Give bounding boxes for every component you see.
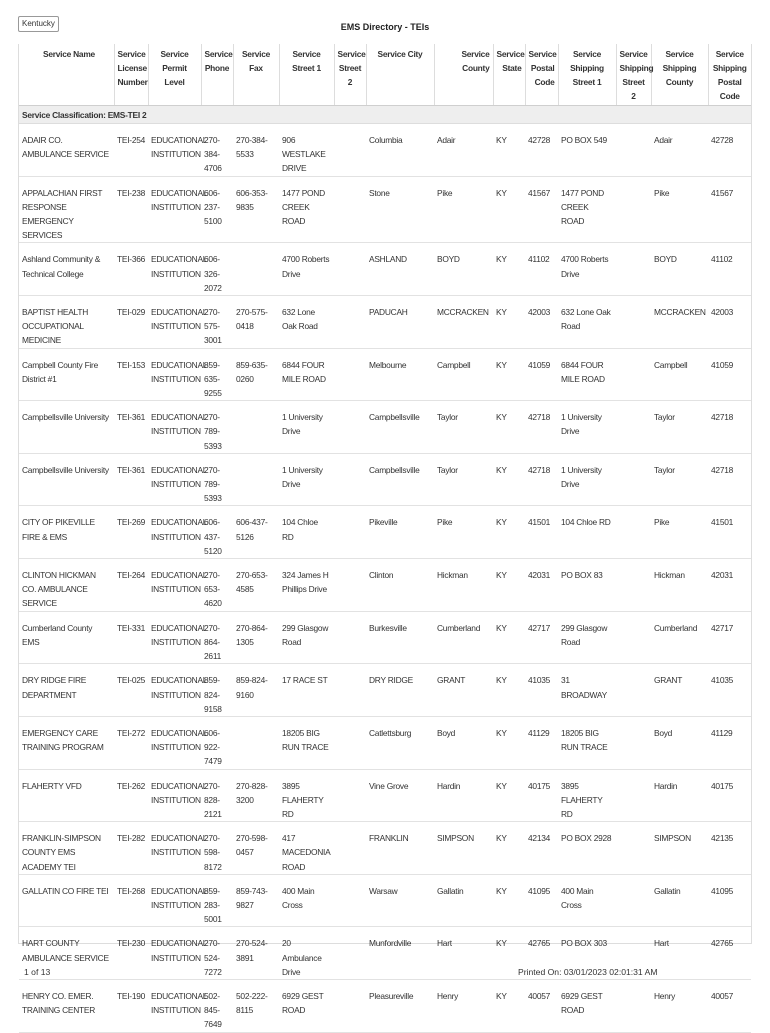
table-cell — [334, 822, 366, 875]
page-number: 1 of 13 — [24, 967, 51, 977]
table-cell — [334, 664, 366, 717]
table-cell: EDUCATIONAL INSTITUTION — [148, 769, 201, 822]
table-cell: Pleasureville — [366, 979, 434, 1032]
table-cell: KY — [493, 716, 525, 769]
table-cell: Cumberland County EMS — [19, 611, 114, 664]
table-cell: SIMPSON — [434, 822, 493, 875]
table-cell: PO BOX 549 — [558, 124, 616, 177]
state-badge: Kentucky — [18, 16, 59, 32]
column-header[interactable]: Service Postal Code — [525, 44, 558, 106]
table-cell: 18205 BIG RUN TRACE — [558, 716, 616, 769]
table-cell: 18205 BIG RUN TRACE — [279, 716, 334, 769]
table-cell: EDUCATIONAL INSTITUTION — [148, 348, 201, 401]
table-cell: 859-824-9158 — [201, 664, 233, 717]
table-cell — [334, 243, 366, 296]
table-cell: Stone — [366, 176, 434, 243]
table-cell: Gallatin — [651, 874, 708, 927]
table-cell — [334, 769, 366, 822]
table-cell: EDUCATIONAL INSTITUTION — [148, 979, 201, 1032]
table-cell: APPALACHIAN FIRST RESPONSE EMERGENCY SERVICES — [19, 176, 114, 243]
table-cell — [334, 716, 366, 769]
column-header[interactable]: Service License Number — [114, 44, 148, 106]
table-cell: 606-922-7479 — [201, 716, 233, 769]
table-cell — [616, 506, 651, 559]
table-cell: 606-353-9835 — [233, 176, 279, 243]
table-cell: EDUCATIONAL INSTITUTION — [148, 874, 201, 927]
table-cell: 1477 POND CREEK ROAD — [279, 176, 334, 243]
table-cell: 270-653-4620 — [201, 559, 233, 612]
table-cell: Hardin — [651, 769, 708, 822]
table-cell — [616, 453, 651, 506]
table-cell: 606-237-5100 — [201, 176, 233, 243]
table-cell — [616, 401, 651, 454]
table-cell: 270-598-8172 — [201, 822, 233, 875]
table-cell: 270-864-2611 — [201, 611, 233, 664]
column-header[interactable]: Service Shipping Street 1 — [558, 44, 616, 106]
table-cell: TEI-029 — [114, 296, 148, 349]
table-row[interactable] — [19, 716, 751, 769]
table-cell: Vine Grove — [366, 769, 434, 822]
table-cell: 270-598-0457 — [233, 822, 279, 875]
table-cell: Pike — [434, 506, 493, 559]
table-cell: 859-743-9827 — [233, 874, 279, 927]
table-cell: 17 RACE ST — [279, 664, 334, 717]
table-cell: 41129 — [708, 716, 751, 769]
table-cell: 104 Chloe RD — [558, 506, 616, 559]
table-cell: 20 Ambulance Drive — [279, 927, 334, 980]
table-cell: EDUCATIONAL INSTITUTION — [148, 716, 201, 769]
table-cell: Ashland Community & Technical College — [19, 243, 114, 296]
column-header[interactable]: Service Street 1 — [279, 44, 334, 106]
column-header[interactable]: Service Phone — [201, 44, 233, 106]
table-cell: 42728 — [708, 124, 751, 177]
table-cell: 41567 — [708, 176, 751, 243]
table-cell — [616, 822, 651, 875]
table-cell: TEI-282 — [114, 822, 148, 875]
table-cell: 40057 — [708, 979, 751, 1032]
table-cell — [334, 611, 366, 664]
table-cell — [616, 979, 651, 1032]
table-cell — [334, 124, 366, 177]
table-cell: PADUCAH — [366, 296, 434, 349]
table-cell — [616, 769, 651, 822]
table-cell: KY — [493, 401, 525, 454]
table-cell: 906 WESTLAKE DRIVE — [279, 124, 334, 177]
table-cell: 42718 — [525, 453, 558, 506]
table-cell: EDUCATIONAL INSTITUTION — [148, 176, 201, 243]
table-cell: 40175 — [708, 769, 751, 822]
table-cell — [616, 559, 651, 612]
table-cell: BOYD — [434, 243, 493, 296]
table-cell: TEI-238 — [114, 176, 148, 243]
table-cell: TEI-361 — [114, 401, 148, 454]
table-cell — [616, 611, 651, 664]
group-row — [19, 106, 751, 124]
table-cell: TEI-254 — [114, 124, 148, 177]
table-cell — [334, 874, 366, 927]
table-cell: 270-575-3001 — [201, 296, 233, 349]
table-cell: 104 Chloe RD — [279, 506, 334, 559]
table-cell: 40057 — [525, 979, 558, 1032]
table-cell: BOYD — [651, 243, 708, 296]
table-cell: KY — [493, 176, 525, 243]
table-cell: 270-828-3200 — [233, 769, 279, 822]
column-header[interactable]: Service Street 2 — [334, 44, 366, 106]
table-cell: TEI-269 — [114, 506, 148, 559]
table-cell: EDUCATIONAL INSTITUTION — [148, 559, 201, 612]
table-cell: 299 Glasgow Road — [279, 611, 334, 664]
table-cell: Campbellsville — [366, 453, 434, 506]
table-cell: KY — [493, 243, 525, 296]
table-cell: 270-384-5533 — [233, 124, 279, 177]
table-cell — [334, 559, 366, 612]
table-cell: KY — [493, 296, 525, 349]
table-cell: 502-222-8115 — [233, 979, 279, 1032]
table-cell: TEI-230 — [114, 927, 148, 980]
table-cell — [616, 348, 651, 401]
table-cell: 41501 — [708, 506, 751, 559]
table-row[interactable] — [19, 611, 751, 664]
table-cell: 42718 — [708, 401, 751, 454]
table-cell: 606-437-5120 — [201, 506, 233, 559]
table-cell — [616, 716, 651, 769]
table-cell: Hickman — [434, 559, 493, 612]
table-cell: TEI-331 — [114, 611, 148, 664]
table-cell: 270-524-3891 — [233, 927, 279, 980]
table-cell — [616, 124, 651, 177]
table-cell: Warsaw — [366, 874, 434, 927]
table-row[interactable] — [19, 453, 751, 506]
table-cell: Pike — [651, 506, 708, 559]
table-cell: 270-789-5393 — [201, 401, 233, 454]
table-cell: Campbell — [434, 348, 493, 401]
column-header[interactable]: Service Shipping Postal Code — [708, 44, 751, 106]
table-cell: KY — [493, 506, 525, 559]
table-cell: 270-524-7272 — [201, 927, 233, 980]
table-cell: 42717 — [525, 611, 558, 664]
table-cell: Columbia — [366, 124, 434, 177]
table-cell: 4700 Roberts Drive — [279, 243, 334, 296]
table-cell: KY — [493, 822, 525, 875]
table-cell — [616, 296, 651, 349]
table-cell: 3895 FLAHERTY RD — [279, 769, 334, 822]
table-cell: 1 University Drive — [279, 401, 334, 454]
table-cell: 42765 — [525, 927, 558, 980]
table-cell: Campbellsville University — [19, 401, 114, 454]
table-cell: EDUCATIONAL INSTITUTION — [148, 664, 201, 717]
table-cell: PO BOX 2928 — [558, 822, 616, 875]
table-cell: TEI-153 — [114, 348, 148, 401]
table-cell: 42031 — [525, 559, 558, 612]
table-cell: ADAIR CO. AMBULANCE SERVICE — [19, 124, 114, 177]
table-cell: 632 Lone Oak Road — [279, 296, 334, 349]
table-row[interactable] — [19, 979, 751, 1032]
table-cell: Cumberland — [651, 611, 708, 664]
table-cell: 41035 — [525, 664, 558, 717]
table-cell — [233, 401, 279, 454]
table-cell — [233, 243, 279, 296]
table-cell: 41095 — [525, 874, 558, 927]
table-cell: 40175 — [525, 769, 558, 822]
table-cell: Munfordville — [366, 927, 434, 980]
table-row[interactable] — [19, 559, 751, 612]
table-cell: Taylor — [434, 401, 493, 454]
table-cell: 270-864-1305 — [233, 611, 279, 664]
table-cell: EDUCATIONAL INSTITUTION — [148, 822, 201, 875]
table-cell: Burkesville — [366, 611, 434, 664]
table-cell: 42003 — [708, 296, 751, 349]
table-cell: 41095 — [708, 874, 751, 927]
table-cell: 42003 — [525, 296, 558, 349]
table-cell: 270-384-4706 — [201, 124, 233, 177]
column-header[interactable]: Service Name — [19, 44, 114, 106]
table-row[interactable] — [19, 243, 751, 296]
table-cell: GRANT — [434, 664, 493, 717]
table-cell: Adair — [651, 124, 708, 177]
table-cell: 42728 — [525, 124, 558, 177]
table-cell: TEI-264 — [114, 559, 148, 612]
table-cell: HART COUNTY AMBULANCE SERVICE — [19, 927, 114, 980]
table-cell — [233, 716, 279, 769]
table-cell: TEI-361 — [114, 453, 148, 506]
table-cell: 400 Main Cross — [279, 874, 334, 927]
table-cell: Pikeville — [366, 506, 434, 559]
table-cell: 6929 GEST ROAD — [279, 979, 334, 1032]
table-cell: FLAHERTY VFD — [19, 769, 114, 822]
table-cell: Catlettsburg — [366, 716, 434, 769]
table-cell: 41567 — [525, 176, 558, 243]
table-cell: 42031 — [708, 559, 751, 612]
table-cell — [334, 453, 366, 506]
table-cell: EDUCATIONAL INSTITUTION — [148, 927, 201, 980]
table-cell: 1 University Drive — [558, 401, 616, 454]
table-cell: Adair — [434, 124, 493, 177]
table-row[interactable] — [19, 822, 751, 875]
table-cell — [334, 927, 366, 980]
table-cell: KY — [493, 559, 525, 612]
table-cell: PO BOX 83 — [558, 559, 616, 612]
table-cell: 41102 — [525, 243, 558, 296]
table-cell: PO BOX 303 — [558, 927, 616, 980]
table-row[interactable] — [19, 296, 751, 349]
table-cell: EDUCATIONAL INSTITUTION — [148, 453, 201, 506]
table-cell: 42717 — [708, 611, 751, 664]
table-cell: KY — [493, 453, 525, 506]
table-cell — [616, 176, 651, 243]
table-cell: Campbell County Fire District #1 — [19, 348, 114, 401]
table-cell: 41035 — [708, 664, 751, 717]
table-cell: Henry — [651, 979, 708, 1032]
table-cell: KY — [493, 664, 525, 717]
table-cell: TEI-190 — [114, 979, 148, 1032]
table-cell: KY — [493, 348, 525, 401]
table-cell: EDUCATIONAL INSTITUTION — [148, 296, 201, 349]
column-header[interactable]: Service Shipping County — [651, 44, 708, 106]
table-cell: 1 University Drive — [279, 453, 334, 506]
table-cell: EDUCATIONAL INSTITUTION — [148, 611, 201, 664]
table-cell: KY — [493, 927, 525, 980]
table-cell — [616, 243, 651, 296]
table-cell: Boyd — [651, 716, 708, 769]
table-cell: 42718 — [708, 453, 751, 506]
table-cell: KY — [493, 874, 525, 927]
table-cell: Campbell — [651, 348, 708, 401]
table-cell: KY — [493, 124, 525, 177]
table-cell: GALLATIN CO FIRE TEI — [19, 874, 114, 927]
table-cell: 859-283-5001 — [201, 874, 233, 927]
table-cell — [334, 348, 366, 401]
table-cell: 6844 FOUR MILE ROAD — [279, 348, 334, 401]
table-cell: TEI-025 — [114, 664, 148, 717]
table-cell: 4700 Roberts Drive — [558, 243, 616, 296]
table-cell: 42134 — [525, 822, 558, 875]
table-cell: DRY RIDGE — [366, 664, 434, 717]
table-cell — [334, 979, 366, 1032]
table-cell: KY — [493, 611, 525, 664]
table-cell: EDUCATIONAL INSTITUTION — [148, 506, 201, 559]
column-header[interactable]: Service State — [493, 44, 525, 106]
table-cell: Clinton — [366, 559, 434, 612]
table-cell: 6844 FOUR MILE ROAD — [558, 348, 616, 401]
table-cell: BAPTIST HEALTH OCCUPATIONAL MEDICINE — [19, 296, 114, 349]
table-cell: 417 MACEDONIA ROAD — [279, 822, 334, 875]
table-cell — [334, 296, 366, 349]
table-cell — [334, 176, 366, 243]
table-cell: 31 BROADWAY — [558, 664, 616, 717]
table-cell — [616, 874, 651, 927]
table-cell: 1 University Drive — [558, 453, 616, 506]
table-body — [19, 106, 751, 1033]
ems-directory-table — [19, 44, 751, 1033]
column-header[interactable]: Service Shipping Street 2 — [616, 44, 651, 106]
table-cell: 270-789-5393 — [201, 453, 233, 506]
table-cell: Taylor — [651, 453, 708, 506]
table-cell: 400 Main Cross — [558, 874, 616, 927]
table-cell: GRANT — [651, 664, 708, 717]
table-cell: ASHLAND — [366, 243, 434, 296]
table-cell: 41129 — [525, 716, 558, 769]
table-cell: Taylor — [434, 453, 493, 506]
table-cell: Boyd — [434, 716, 493, 769]
table-cell: Melbourne — [366, 348, 434, 401]
table-cell: Cumberland — [434, 611, 493, 664]
table-cell — [334, 506, 366, 559]
table-cell: 270-828-2121 — [201, 769, 233, 822]
table-cell — [233, 453, 279, 506]
table-cell: CLINTON HICKMAN CO. AMBULANCE SERVICE — [19, 559, 114, 612]
table-cell: Hickman — [651, 559, 708, 612]
table-cell: 42718 — [525, 401, 558, 454]
table-row[interactable] — [19, 874, 751, 927]
table-cell: CITY OF PIKEVILLE FIRE & EMS — [19, 506, 114, 559]
table-cell: MCCRACKEN — [651, 296, 708, 349]
table-cell: Pike — [651, 176, 708, 243]
table-cell: 42765 — [708, 927, 751, 980]
table-cell: 606-437-5126 — [233, 506, 279, 559]
table-cell: Hart — [651, 927, 708, 980]
table-cell: 41059 — [708, 348, 751, 401]
table-cell: 3895 FLAHERTY RD — [558, 769, 616, 822]
table-cell — [334, 401, 366, 454]
table-cell: Taylor — [651, 401, 708, 454]
table-cell: Hart — [434, 927, 493, 980]
table-cell: 299 Glasgow Road — [558, 611, 616, 664]
table-cell: 632 Lone Oak Road — [558, 296, 616, 349]
table-cell: 1477 POND CREEK ROAD — [558, 176, 616, 243]
table-cell: 41059 — [525, 348, 558, 401]
table-row[interactable] — [19, 348, 751, 401]
table-row[interactable] — [19, 401, 751, 454]
table-cell: HENRY CO. EMER. TRAINING CENTER — [19, 979, 114, 1032]
table-cell: 42135 — [708, 822, 751, 875]
table-cell: Pike — [434, 176, 493, 243]
table-cell: 6929 GEST ROAD — [558, 979, 616, 1032]
table-cell: DRY RIDGE FIRE DEPARTMENT — [19, 664, 114, 717]
table-cell: 270-575-0418 — [233, 296, 279, 349]
table-cell: 41102 — [708, 243, 751, 296]
table-cell: 606-326-2072 — [201, 243, 233, 296]
table-cell — [616, 664, 651, 717]
column-header[interactable]: Service County — [434, 44, 493, 106]
table-cell: EDUCATIONAL INSTITUTION — [148, 243, 201, 296]
group-label: Service Classification: EMS-TEI 2 — [19, 106, 751, 124]
table-cell: Henry — [434, 979, 493, 1032]
column-header[interactable]: Service Permit Level — [148, 44, 201, 106]
table-cell: TEI-366 — [114, 243, 148, 296]
printed-on-timestamp: Printed On: 03/01/2023 02:01:31 AM — [518, 967, 658, 977]
table-cell: FRANKLIN — [366, 822, 434, 875]
table-cell: FRANKLIN-SIMPSON COUNTY EMS ACADEMY TEI — [19, 822, 114, 875]
table-cell: 502-845-7649 — [201, 979, 233, 1032]
column-header[interactable]: Service Fax — [233, 44, 279, 106]
table-cell: 859-635-0260 — [233, 348, 279, 401]
table-row[interactable] — [19, 506, 751, 559]
table-cell: 41501 — [525, 506, 558, 559]
table-cell: EMERGENCY CARE TRAINING PROGRAM — [19, 716, 114, 769]
table-cell: EDUCATIONAL INSTITUTION — [148, 401, 201, 454]
table-cell: 270-653-4585 — [233, 559, 279, 612]
table-cell: KY — [493, 769, 525, 822]
table-row[interactable] — [19, 176, 751, 243]
table-cell: Gallatin — [434, 874, 493, 927]
table-cell: Campbellsville University — [19, 453, 114, 506]
table-cell: KY — [493, 979, 525, 1032]
report-title: EMS Directory - TEIs — [340, 22, 430, 32]
table-cell: TEI-268 — [114, 874, 148, 927]
table-cell: Campbellsville — [366, 401, 434, 454]
table-cell: Hardin — [434, 769, 493, 822]
column-header[interactable]: Service City — [366, 44, 434, 106]
table-row[interactable] — [19, 664, 751, 717]
table-cell: SIMPSON — [651, 822, 708, 875]
table-cell: TEI-262 — [114, 769, 148, 822]
table-cell: 859-635-9255 — [201, 348, 233, 401]
header-row — [19, 44, 751, 106]
table-cell: 859-824-9160 — [233, 664, 279, 717]
table-cell: EDUCATIONAL INSTITUTION — [148, 124, 201, 177]
table-row[interactable] — [19, 124, 751, 177]
table-cell: 324 James H Phillips Drive — [279, 559, 334, 612]
table-cell: MCCRACKEN — [434, 296, 493, 349]
table-cell: TEI-272 — [114, 716, 148, 769]
table-row[interactable] — [19, 769, 751, 822]
